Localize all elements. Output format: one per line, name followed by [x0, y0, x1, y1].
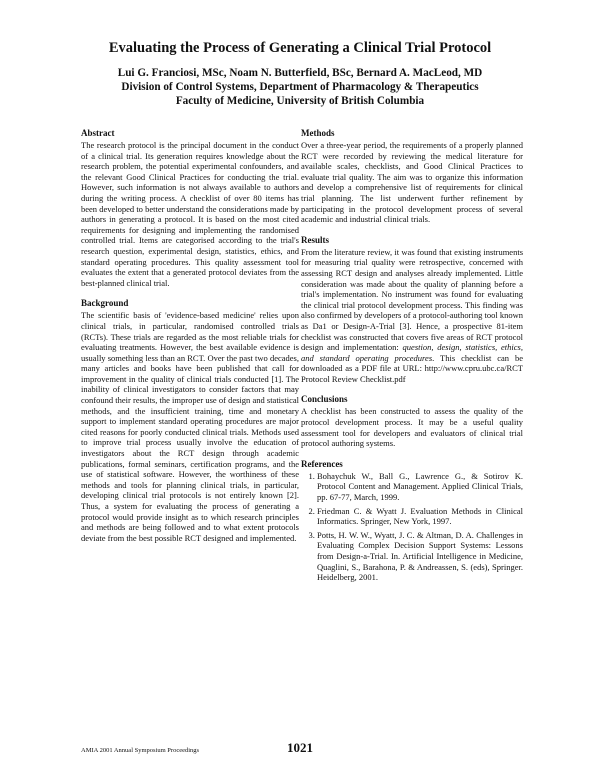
conclusions-heading: Conclusions: [301, 394, 348, 405]
references-list: [301, 471, 523, 583]
results-text-after: . This checklist can be downloaded as a PDF file at URL: http://www.cpru.ubc.ca/RCT Protocol Review Checklist.pdf: [301, 352, 523, 384]
methods-heading: Methods: [301, 128, 335, 138]
methods-section: [301, 128, 523, 225]
reference-item: 1. Bohaychuk W., Ball G., Lawrence G., & Sotirov K. Protocol Content and Management. Applied Clinical Trials, pp. 67-77, March, 1999.: [317, 471, 523, 503]
right-column: [301, 128, 523, 593]
authors-line: Lui G. Franciosi, MSc, Noam N. Butterfield, BSc, Bernard A. MacLeod, MD: [117, 67, 483, 79]
affiliation-line-2: Faculty of Medicine, University of British Columbia: [175, 95, 425, 107]
conclusions-section: [301, 394, 523, 448]
results-section: [301, 235, 523, 385]
results-text: [301, 247, 523, 385]
background-text: The scientific basis of 'evidence-based medicine' relies upon clinical trials, in particular, randomised controlled trials (RCTs). These trials are regarded as the most reliable trials for evaluating treatments. However, the best available evidence is usually something less than an RCT. Over the past two decades, many articles and books have been published that call for improvement in the quality of clinical trials conducted [1]. The inability of clinical investigators to consider factors that may confound their results, the improper use of design and statistical methods, and the insufficient training, time and monetary support to implement standard operating procedures are major cited reasons for poorly conducted clinical trials. Methods used to improve trial process usually involve the education of investigators about the RCT design through academic publications, formal seminars, certification programs, and the use of statistical software. However, the worthiness of these methods and tools for planning clinical trials, in particular, developing clinical trial protocols is not entirely known [2]. Thus, a system for evaluating the process of generating a protocol would provide insight as to which research principles and methods are being followed and to what extent protocols deviate from the best possible RCT designed and implemented.: [81, 310, 299, 543]
abstract-heading: Abstract: [81, 128, 115, 138]
abstract-section: [81, 128, 299, 288]
reference-item: 3. Potts, H. W. W., Wyatt, J. C. & Altman, D. A. Challenges in Evaluating Complex Decision Support Systems: Lessons from Design-a-Trial. In. Artificial Intelligence in Medicine, Quaglini, S., Barahona, P. & Andreassen, S. (eds), Springer. Heidelberg, 2001.: [317, 530, 523, 583]
references-section: [301, 459, 523, 583]
affiliation-line-1: Division of Control Systems, Department of Pharmacology & Therapeutics: [121, 81, 479, 93]
methods-text: Over a three-year period, the requirements of a properly planned RCT were recorded by reviewing the medical literature for available scales, checklists, and Good Clinical Practices to evaluate trial quality. The aim was to organize this information and develop a comprehensive list of requirements for clinical trial planning. The list underwent further refinement by participating in the protocol development process of several academic and industrial clinical trials.: [301, 140, 523, 225]
references-heading: References: [301, 458, 343, 469]
background-heading: Background: [81, 298, 129, 309]
background-section: [81, 298, 299, 543]
reference-item: 2. Friedman C. & Wyatt J. Evaluation Methods in Clinical Informatics. Springer, New York, 1997.: [317, 506, 523, 527]
abstract-text: The research protocol is the principal document in the conduct of a clinical trial. Its generation requires knowledge about the research problem, the potential experimental confounders, and the relevant Good Clinical Practices for conducting the trial. However, such information is not always available to authors during the writing process. A checklist of over 80 items has been developed to better understand the considerations made by authors in generating a protocol. It is based on the most cited requirements for designing and implementing the randomised controlled trial. Items are categorised according to the trial's research question, experimental design, statistics, ethics, and standard operating procedures. This quality assessment tool evaluates the extent that a generated protocol deviates from the best-planned clinical trial.: [81, 140, 299, 288]
conclusions-text: A checklist has been constructed to assess the quality of the protocol development process. It may be a useful quality assessment tool for developers and evaluators of clinical trial protocol authoring systems.: [301, 406, 523, 449]
left-column: [81, 128, 299, 553]
proceedings-footer: AMIA 2001 Annual Symposium Proceedings: [81, 747, 200, 754]
paper-title: Evaluating the Process of Generating a Clinical Trial Protocol: [108, 40, 492, 56]
results-heading: Results: [301, 234, 330, 245]
author-block: [0, 66, 600, 108]
page-number: 1021: [287, 740, 313, 755]
results-text-before: From the literature review, it was found that existing instruments for measuring trial quality were retrospective, concerned with assessing RCT design and analyses already implemented. Little consideration was made about the quality of planning before a trial's implementation. No instrument was found for evaluating the clinical trial protocol development process. This finding was also confirmed by developers of a protocol-authoring tool known as Da1 or Design-A-Trial [3]. Hence, a prospective 81-item checklist was constructed that covers five areas of RCT protocol design and implementation:: [301, 246, 523, 353]
results-text-italic: question, design, statistics, ethics, and standard operating procedures: [301, 342, 523, 363]
